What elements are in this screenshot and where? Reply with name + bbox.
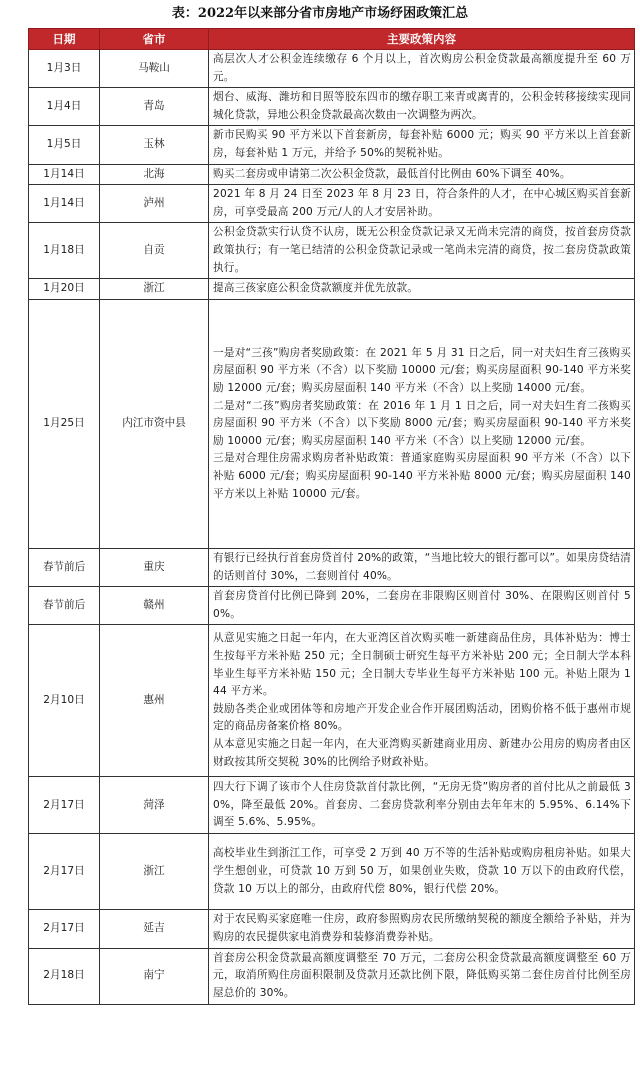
- row-policy: [209, 948, 635, 1004]
- table-row: [29, 910, 635, 948]
- row-policy: [209, 185, 635, 223]
- policy-paragraph: 购买二套房或申请第二次公积金贷款，最低首付比例由 60%下调至 40%。: [213, 167, 571, 180]
- policy-paragraph: 鼓励各类企业或团体等和房地产开发企业合作开展团购活动，团购价格不低于惠州市规定的商品房备案价格 80%。: [213, 702, 631, 733]
- table-row: [29, 299, 635, 548]
- row-policy: [209, 50, 635, 88]
- policy-table: [28, 28, 635, 1005]
- row-policy: [209, 164, 635, 185]
- policy-paragraph: 高层次人才公积金连续缴存 6 个月以上，首次购房公积金贷款最高额度提升至 60 万元。: [213, 53, 631, 83]
- row-city: 北海: [100, 164, 209, 185]
- row-city: 惠州: [100, 625, 209, 777]
- header-date: 日期: [29, 29, 100, 50]
- row-city: 重庆: [100, 548, 209, 586]
- row-city: 玉林: [100, 126, 209, 164]
- header-city: 省市: [100, 29, 209, 50]
- table-row: [29, 185, 635, 223]
- row-date: 1月3日: [29, 50, 100, 88]
- policy-paragraph: 首套房贷首付比例已降到 20%，二套房在非限购区则首付 30%、在限购区则首付 50%。: [213, 590, 631, 620]
- policy-paragraph: 有银行已经执行首套房贷首付 20%的政策，“当地比较大的银行都可以”。如果房贷结清的话则首付 30%，二套则首付 40%。: [213, 551, 631, 582]
- row-policy: [209, 587, 635, 625]
- row-date: 春节前后: [29, 587, 100, 625]
- row-date: 1月18日: [29, 223, 100, 279]
- policy-paragraph: 四大行下调了该市个人住房贷款首付款比例，“无房无贷”购房者的首付比从之前最低 30%，降至最低 20%。首套房、二套房贷款利率分别由去年年末的 5.95%、6.14%下调至 5.6%、5.95%。: [213, 780, 631, 829]
- row-policy: [209, 910, 635, 948]
- table-row: [29, 625, 635, 777]
- policy-paragraph: 从意见实施之日起一年内，在大亚湾区首次购买唯一新建商品住房，具体补贴为：博士生按每平方米补贴 250 元；全日制硕士研究生每平方米补贴 200 元；全日制大学本科毕业生每平方米补贴 150 元；全日制大专毕业生每平方米补贴 100 元。补贴上限为 144 平方米。: [213, 632, 631, 698]
- policy-paragraph: 一是对“三孩”购房者奖励政策：在 2021 年 5 月 31 日之后，同一对夫妇生育三孩购买房屋面积 90 平方米（不含）以下奖励 10000 元/套；购买房屋面积 90-140 平方米奖励 12000 元/套；购买房屋面积 140 平方米（不含）以上奖励 14000 元/套。: [213, 346, 631, 394]
- table-row: [29, 777, 635, 834]
- row-policy: [209, 279, 635, 300]
- table-row: [29, 279, 635, 300]
- policy-paragraph: 三是对合理住房需求购房者补贴政策：普通家庭购买房屋面积 90 平方米（不含）以下补贴 6000 元/套；购买房屋面积 90-140 平方米补贴 8000 元/套；购买房屋面积 140 平方米以上补贴 10000 元/套。: [213, 452, 631, 500]
- policy-paragraph: 从本意见实施之日起一年内，在大亚湾购买新建商业用房、新建办公用房的购房者由区财政按其所交契税 30%的比例给予财政补贴。: [213, 738, 631, 768]
- row-policy: [209, 223, 635, 279]
- row-policy: [209, 834, 635, 910]
- row-date: 1月25日: [29, 299, 100, 548]
- header-policy: 主要政策内容: [209, 29, 635, 50]
- row-date: 2月10日: [29, 625, 100, 777]
- row-city: 自贡: [100, 223, 209, 279]
- row-policy: [209, 299, 635, 548]
- row-date: 1月20日: [29, 279, 100, 300]
- row-policy: [209, 548, 635, 586]
- policy-paragraph: 对于农民购买家庭唯一住房，政府参照购房农民所缴纳契税的额度全额给予补贴，并为购房的农民提供家电消费券和装修消费券补贴。: [213, 913, 631, 943]
- row-date: 2月17日: [29, 834, 100, 910]
- row-date: 2月18日: [29, 948, 100, 1004]
- row-city: 泸州: [100, 185, 209, 223]
- row-city: 南宁: [100, 948, 209, 1004]
- row-date: 1月14日: [29, 185, 100, 223]
- row-city: 延吉: [100, 910, 209, 948]
- table-row: [29, 834, 635, 910]
- row-policy: [209, 625, 635, 777]
- header-row: [29, 29, 635, 50]
- table-row: [29, 50, 635, 88]
- row-city: 马鞍山: [100, 50, 209, 88]
- row-city: 浙江: [100, 834, 209, 910]
- row-date: 2月17日: [29, 910, 100, 948]
- row-date: 1月5日: [29, 126, 100, 164]
- table-row: [29, 223, 635, 279]
- row-policy: [209, 777, 635, 834]
- row-date: 1月14日: [29, 164, 100, 185]
- row-city: 浙江: [100, 279, 209, 300]
- row-city: 赣州: [100, 587, 209, 625]
- row-city: 内江市资中县: [100, 299, 209, 548]
- row-date: 2月17日: [29, 777, 100, 834]
- table-row: [29, 548, 635, 586]
- table-title: 表：2022年以来部分省市房地产市场纾困政策汇总: [171, 6, 469, 21]
- policy-paragraph: 烟台、威海、潍坊和日照等胶东四市的缴存职工来青或离青的，公积金转移接续实现同城化贷款，异地公积金贷款最高次数由一次调整为两次。: [213, 91, 631, 121]
- row-city: 青岛: [100, 88, 209, 126]
- row-policy: [209, 88, 635, 126]
- row-policy: [209, 126, 635, 164]
- table-row: [29, 948, 635, 1004]
- policy-paragraph: 二是对“二孩”购房者奖励政策：在 2016 年 1 月 1 日之后，同一对夫妇生育二孩购买房屋面积 90 平方米（不含）以下奖励 8000 元/套；购买房屋面积 90-140 平方米奖励 10000 元/套；购买房屋面积 140 平方米（不含）以上奖励 12000 元/套。: [213, 399, 631, 447]
- table-body: [29, 50, 635, 1005]
- table-row: [29, 88, 635, 126]
- row-date: 1月4日: [29, 88, 100, 126]
- row-date: 春节前后: [29, 548, 100, 586]
- policy-paragraph: 公积金贷款实行认贷不认房，既无公积金贷款记录又无尚未完清的商贷，按首套房贷款政策执行；有一笔已结清的公积金贷款记录或一笔尚未完清的商贷，按二套房贷款政策执行。: [213, 226, 631, 274]
- table-row: [29, 164, 635, 185]
- policy-paragraph: 提高三孩家庭公积金贷款额度并优先放款。: [213, 282, 419, 295]
- table-row: [29, 587, 635, 625]
- policy-paragraph: 首套房公积金贷款最高额度调整至 70 万元，二套房公积金贷款最高额度调整至 60 万元，取消所购住房面积限制及贷款月还款比例下限，降低购买第二套住房首付比例至房屋总价的 30%。: [213, 951, 631, 999]
- policy-paragraph: 高校毕业生到浙江工作，可享受 2 万到 40 万不等的生活补贴或购房租房补贴。如果大学生想创业，可贷款 10 万到 50 万，如果创业失败，贷款 10 万以下的由政府代偿，贷款 10 万以上的部分，由政府代偿 80%，银行代偿 20%。: [213, 847, 631, 895]
- table-row: [29, 126, 635, 164]
- policy-paragraph: 新市民购买 90 平方米以下首套新房，每套补贴 6000 元；购买 90 平方米以上首套新房，每套补贴 1 万元，并给予 50%的契税补贴。: [213, 129, 631, 159]
- policy-paragraph: 2021 年 8 月 24 日至 2023 年 8 月 23 日，符合条件的人才，在中心城区购买首套新房，可享受最高 200 万元/人的人才安居补助。: [213, 188, 631, 218]
- row-city: 菏泽: [100, 777, 209, 834]
